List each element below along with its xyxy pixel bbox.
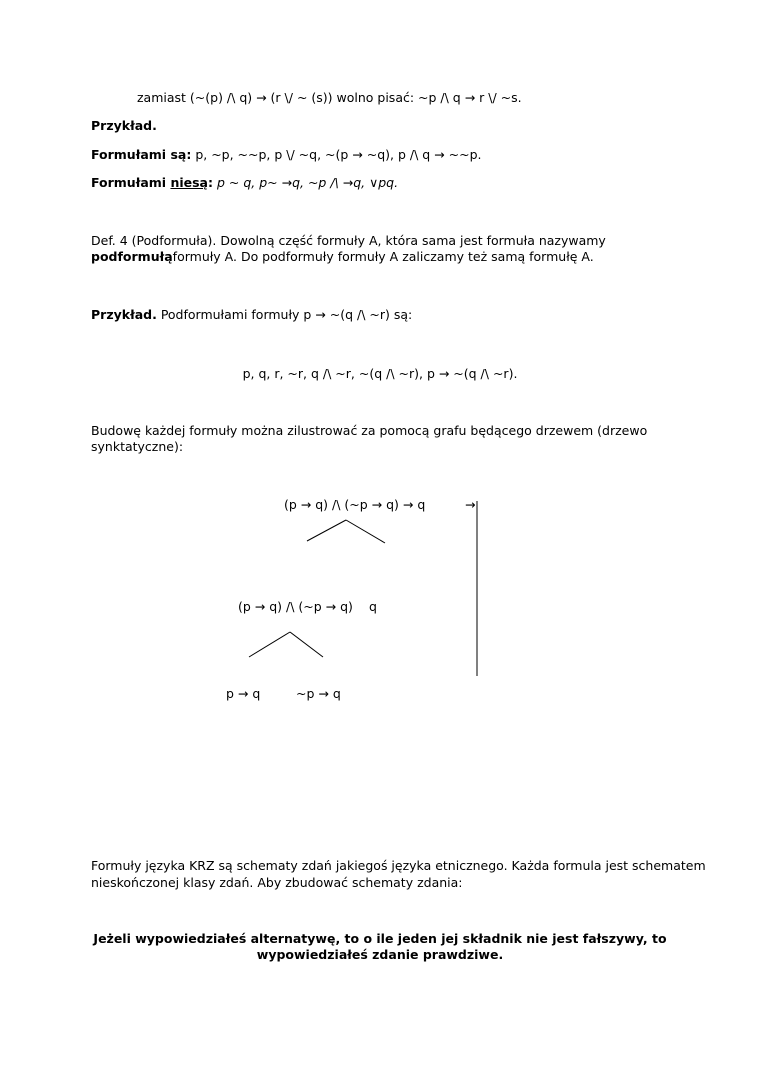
subformula-term: podformułą [91, 249, 173, 264]
example-2-text: Podformułami formuły p → ~(q /\ ~r) są: [156, 307, 413, 322]
nonwff-items: p ~ q, p~ →q, ~p /\ →q, ∨pq. [216, 175, 399, 190]
nonwff-label: Formułami niesą: [91, 175, 213, 190]
tree-leaf-right-node: ~p → q [296, 686, 341, 701]
krz-paragraph-line-1: Formuły języka KRZ są schematy zdań jakiegoś języka etnicznego. Każda formula jest schematem [91, 858, 706, 873]
tree-edge-root-right [346, 520, 385, 543]
abbreviation-note: zamiast (~(p) /\ q) → (r \/ ~ (s)) wolno pisać: ~p /\ q → r \/ ~s. [137, 90, 522, 105]
example-heading-1: Przykład. [91, 118, 157, 133]
subformula-list: p, q, r, ~r, q /\ ~r, ~(q /\ ~r), p → ~(q /\ ~r). [242, 366, 518, 381]
wff-label: Formułami są: [91, 147, 192, 162]
tree-root-arrow: → [465, 497, 476, 512]
tree-edge-level2-right [290, 632, 323, 657]
tree-intro-line-1: Budowę każdej formuły można zilustrować za pomocą grafu będącego drzewem (drzewo [91, 423, 648, 438]
definition-4-rest: formuły A. Do podformuły formuły A zaliczamy też samą formułę A. [172, 249, 594, 264]
rule-line-2: wypowiedziałeś zdanie prawdziwe. [256, 947, 504, 962]
wff-items: p, ~p, ~~p, p \/ ~q, ~(p → ~q), p /\ q → ~~p. [195, 147, 482, 162]
tree-edge-root-left [307, 520, 346, 541]
tree-root-node: (p → q) /\ (~p → q) → q [284, 497, 426, 512]
tree-intro-line-2: synktatyczne): [91, 439, 184, 454]
example-heading-2: Przykład. [91, 307, 157, 322]
krz-paragraph-line-2: nieskończonej klasy zdań. Aby zbudować schematy zdania: [91, 875, 463, 890]
rule-line-1: Jeżeli wypowiedziałeś alternatywę, to o ile jeden jej składnik nie jest fałszywy, to [93, 931, 667, 946]
tree-level2-left-node: (p → q) /\ (~p → q) [238, 599, 353, 614]
tree-leaf-left-node: p → q [226, 686, 261, 701]
tree-level2-right-node: q [369, 599, 377, 614]
tree-edge-level2-left [249, 632, 290, 657]
definition-4-line-1: Def. 4 (Podformuła). Dowolną część formuły A, która sama jest formuła nazywamy [91, 233, 606, 248]
